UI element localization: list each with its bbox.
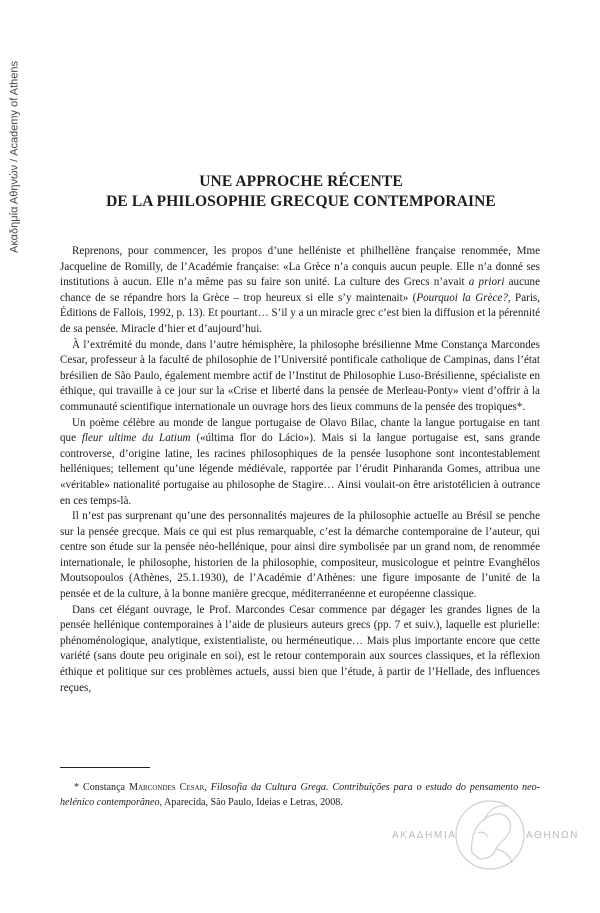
paragraph	[60, 509, 540, 603]
title-line-2: DE LA PHILOSOPHIE GRECQUE CONTEMPORAINE	[106, 193, 496, 210]
italic-text: fleur ultime du Latium	[81, 432, 191, 445]
italic-text: Pourquoi la Grèce?	[416, 291, 508, 304]
paragraph	[60, 244, 540, 338]
text-run: («última flor do Lácio»). Mais si la langue portugaise est, sans grande controverse, d’origine latine, les racines philosophiques de la pensée lusophone sont incontestablement helléniques; tellement qu’une légende médiévale, rapportée par l’érudit Pinharanda Gomes, attribua une «véritable» nationalité portugaise au philosophe de Stagire… Ainsi voulait-on être aristotélicien à outrance en ces temps-là.	[60, 432, 540, 507]
text-run: Reprenons, pour commencer, les propos d’une helléniste et philhellène française renommée, Mme Jacqueline de Romilly, de l’Académie française: «La Grèce n’a conquis aucun peuple. Elle n’a donné ses institutions à aucun. Elle n’a même pas su faire son unité. La culture des Grecs n’avait	[60, 245, 540, 289]
italic-text: a priori	[468, 276, 505, 289]
text-run: * Constança	[74, 782, 129, 793]
paragraph	[60, 603, 540, 697]
text-run: Il n’est pas surprenant qu’une des personnalités majeures de la philosophie actuelle au Brésil se penche sur la pensée grecque. Mais ce qui est plus remarquable, c’est la démarche contemporaine de l’auteur, qui centre son étude sur la pensée néo-hellénique, pour ainsi dire symbolisée par un grand nom, de renommée internationale, le philosophe, historien de la philosophie, compositeur, musicologue et peintre Evanghélos Moutsopoulos (Athènes, 25.1.1930), de l’Académie d’Athènes: une figure imposante de l’unité de la pensée et de la culture, à la bonne manière grecque, méditerranéenne et européenne classique.	[60, 510, 540, 601]
text-run: Dans cet élégant ouvrage, le Prof. Marcondes Cesar commence par dégager les grandes lignes de la pensée hellénique contemporaines à l’aide de plusieurs auteurs grecs (pp. 7 et suiv.), laquelle est plurielle: phénoménologique, analytique, existentialiste, ou herméneutique… Mais plus importante encore que cette variété (sans doute peu originale en soi), est le retour contemporain aux sources classiques, et la réflexion éthique et politique sur ces problèmes actuels, aussi bien que l’étude, à partir de l’Hellade, des influences reçues,	[60, 603, 540, 694]
text-run: , Paris, Éditions de Fallois, 1992, p. 13). Et pourtant… S’il y a un miracle grec c’est bien la diffusion et la pérennité de sa pensée. Miracle d’hier et d’aujourd’hui.	[60, 291, 540, 335]
title-line-1: UNE APPROCHE RÉCENTE	[199, 173, 403, 190]
article-body	[60, 244, 540, 696]
small-caps-text: Marcondes Cesar	[128, 782, 205, 793]
academy-seal-watermark	[392, 793, 588, 877]
text-run: , Aparecida, São Paulo, Ideias e Letras, 2008.	[159, 797, 343, 808]
article-title	[40, 172, 562, 212]
italic-text: Filosofia da Cultura Grega. Contribuições para o estudo do pensamento neo-helénico contemporâneo	[60, 782, 540, 808]
text-run: ,	[204, 782, 211, 793]
text-run: À l’extrémité du monde, dans l’autre hémisphère, la philosophe brésilienne Mme Constança Marcondes Cesar, professeur à la faculté de philosophie de l’Université pontificale catholique de Campinas, dans l’état brésilien de São Paulo, également membre actif de l’Institut de Philosophie Luso-Brésilienne, spécialiste en éthique, qui travaille à ce jour sur la «Crise et liberté dans la pensée de Merleau-Ponty» vient d’offrir à la communauté scientifique internationale un ouvrage hors des lieux communs de la pensée des tropiques*.	[60, 338, 540, 413]
watermark-left-word: ΑΚΑΔΗΜΙΑ	[392, 830, 457, 841]
side-label-text: Ακαδημία Αθηνών / Academy of Athens	[8, 61, 21, 254]
paragraph	[60, 416, 540, 510]
footnote-rule	[60, 767, 150, 768]
watermark-right-word: ΑΘΗΝΩΝ	[526, 830, 579, 841]
text-run: aucune chance de se répandre hors la Grèce – trop heureux si elle s’y maintenait» (	[60, 276, 541, 304]
paragraph	[60, 338, 540, 416]
archive-side-label	[5, 50, 23, 265]
text-run: Un poème célèbre au monde de langue portugaise de Olavo Bilac, chante la langue portugaise en tant que	[60, 416, 540, 445]
